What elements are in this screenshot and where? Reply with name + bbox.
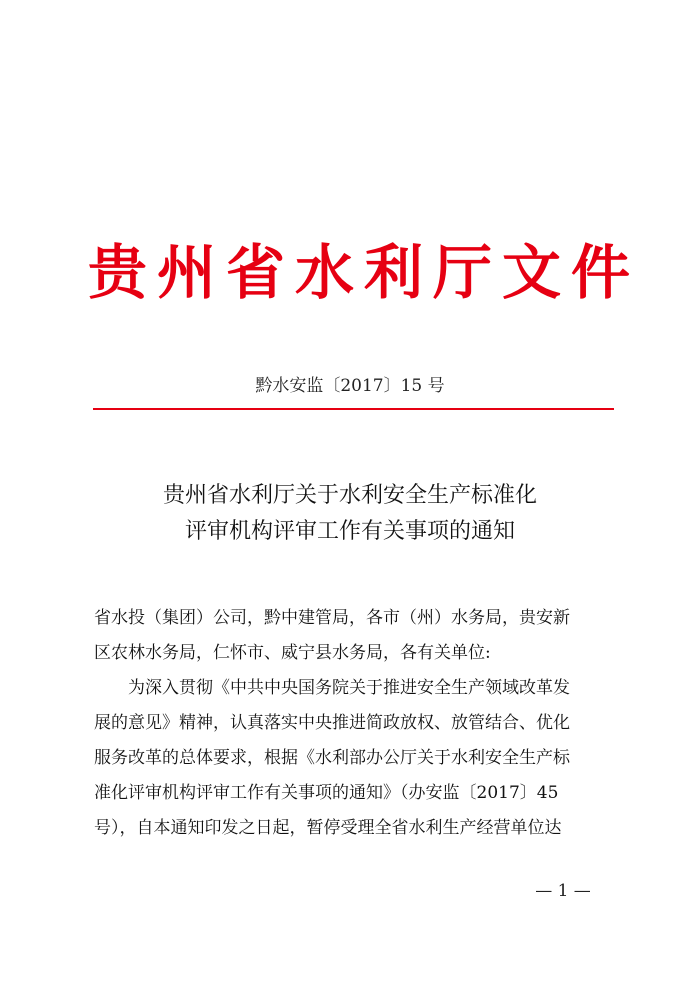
body-paragraph-line: 为深入贯彻《中共中央国务院关于推进安全生产领域改革发 xyxy=(128,678,570,698)
document-body xyxy=(94,601,614,846)
issuing-authority-header: 贵州省水利厅文件 xyxy=(88,238,641,307)
document-title-line-2: 评审机构评审工作有关事项的通知 xyxy=(184,519,515,544)
body-paragraph-line: 展的意见》精神，认真落实中央推进简政放权、放管结合、优化 xyxy=(94,713,570,733)
body-paragraph-line: 服务改革的总体要求，根据《水利部办公厅关于水利安全生产标 xyxy=(94,748,570,768)
addressee-line: 区农林水务局，仁怀市、威宁县水务局，各有关单位: xyxy=(94,643,491,663)
document-title xyxy=(0,478,700,550)
page-number: — 1 — xyxy=(535,881,591,901)
document-number: 黔水安监〔2017〕15 号 xyxy=(255,376,445,396)
body-paragraph-line: 准化评审机构评审工作有关事项的通知》（办安监〔2017〕45 xyxy=(94,783,559,803)
body-paragraph-line: 号），自本通知印发之日起，暂停受理全省水利生产经营单位达 xyxy=(94,818,562,838)
document-title-line-1: 贵州省水利厅关于水利安全生产标准化 xyxy=(162,483,537,508)
red-divider-line xyxy=(93,408,614,410)
addressee-line: 省水投（集团）公司，黔中建管局，各市（州）水务局，贵安新 xyxy=(94,608,570,628)
